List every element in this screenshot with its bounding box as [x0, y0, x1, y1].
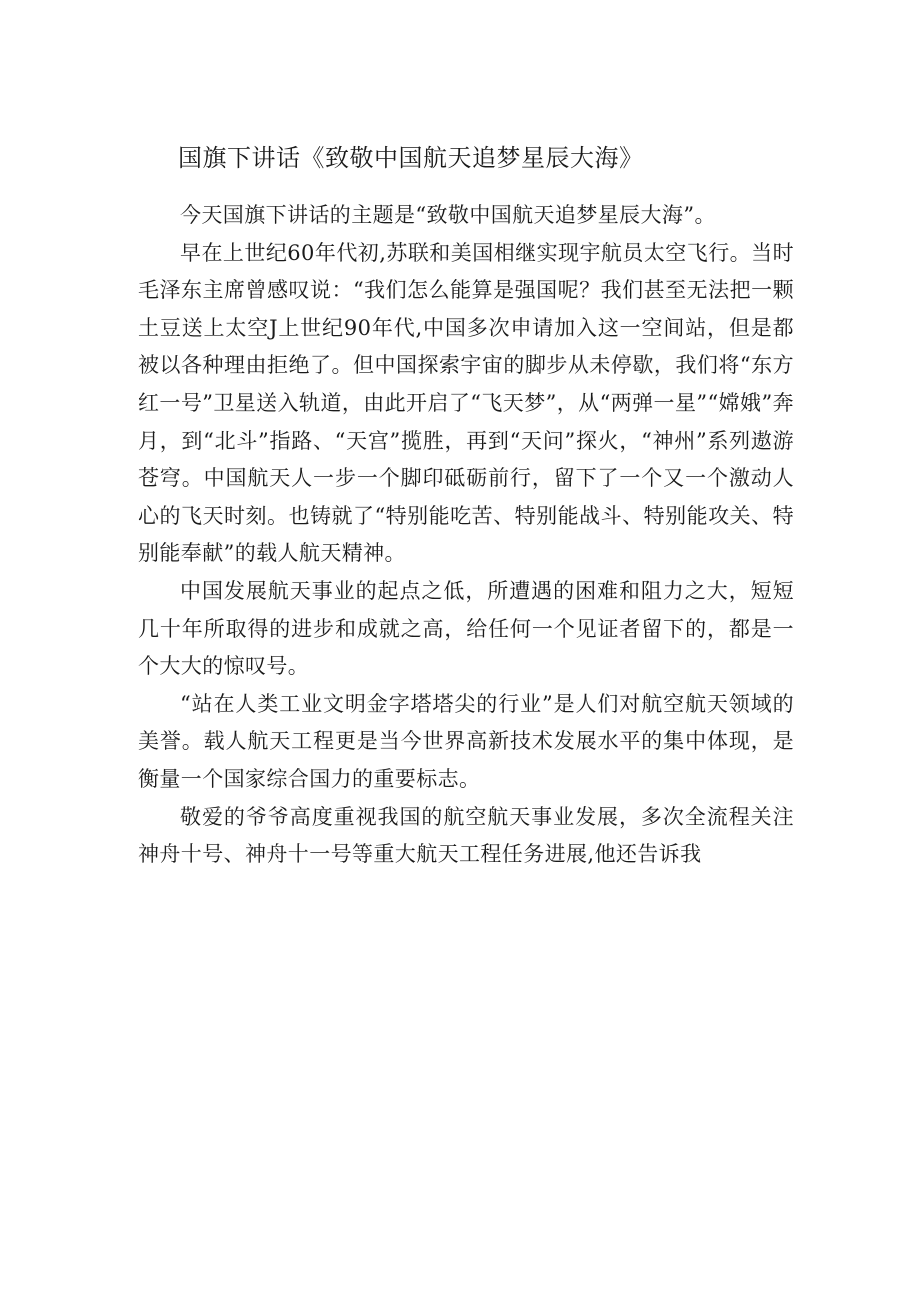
document-body: [138, 197, 794, 874]
paragraph-intro: 今天国旗下讲话的主题是“致敬中国航天追梦星辰大海”。: [180, 203, 716, 227]
paragraph-industry: “站在人类工业文明金字塔塔尖的行业”是人们对航空航天领域的美誉。载人航天工程更是当今世界高新技术发展水平的集中体现，是衡量一个国家综合国力的重要标志。: [138, 691, 794, 791]
paragraph-achievement: 中国发展航天事业的起点之低，所遭遇的困难和阻力之大，短短几十年所取得的进步和成就之高，给任何一个见证者留下的，都是一个大大的惊叹号。: [138, 578, 794, 679]
document-title: 国旗下讲话《致敬中国航天追梦星辰大海》: [178, 144, 644, 172]
paragraph-leadership: 敬爱的爷爷高度重视我国的航空航天事业发展，多次全流程关注神舟十号、神舟十一号等重大航天工程任务进展,他还告诉我: [138, 804, 794, 867]
paragraph-history: 早在上世纪60年代初,苏联和美国相继实现宇航员太空飞行。当时毛泽东主席曾感叹说：“我们怎么能算是强国呢？我们甚至无法把一颗土豆送上太空J上世纪90年代,中国多次申请加入这一空间站，但是都被以各种理由拒绝了。但中国探索宇宙的脚步从未停歇，我们将“东方红一号”卫星送入轨道，由此开启了“飞天梦”，从“两弹一星”“嫦娥”奔月，到“北斗”指路、“天宫”揽胜，再到“天问”探火，“神州”系列遨游苍穹。中国航天人一步一个脚印砥砺前行，留下了一个又一个激动人心的飞天时刻。也铸就了“特别能吃苦、特别能战斗、特别能攻关、特别能奉献”的载人航天精神。: [138, 240, 794, 566]
